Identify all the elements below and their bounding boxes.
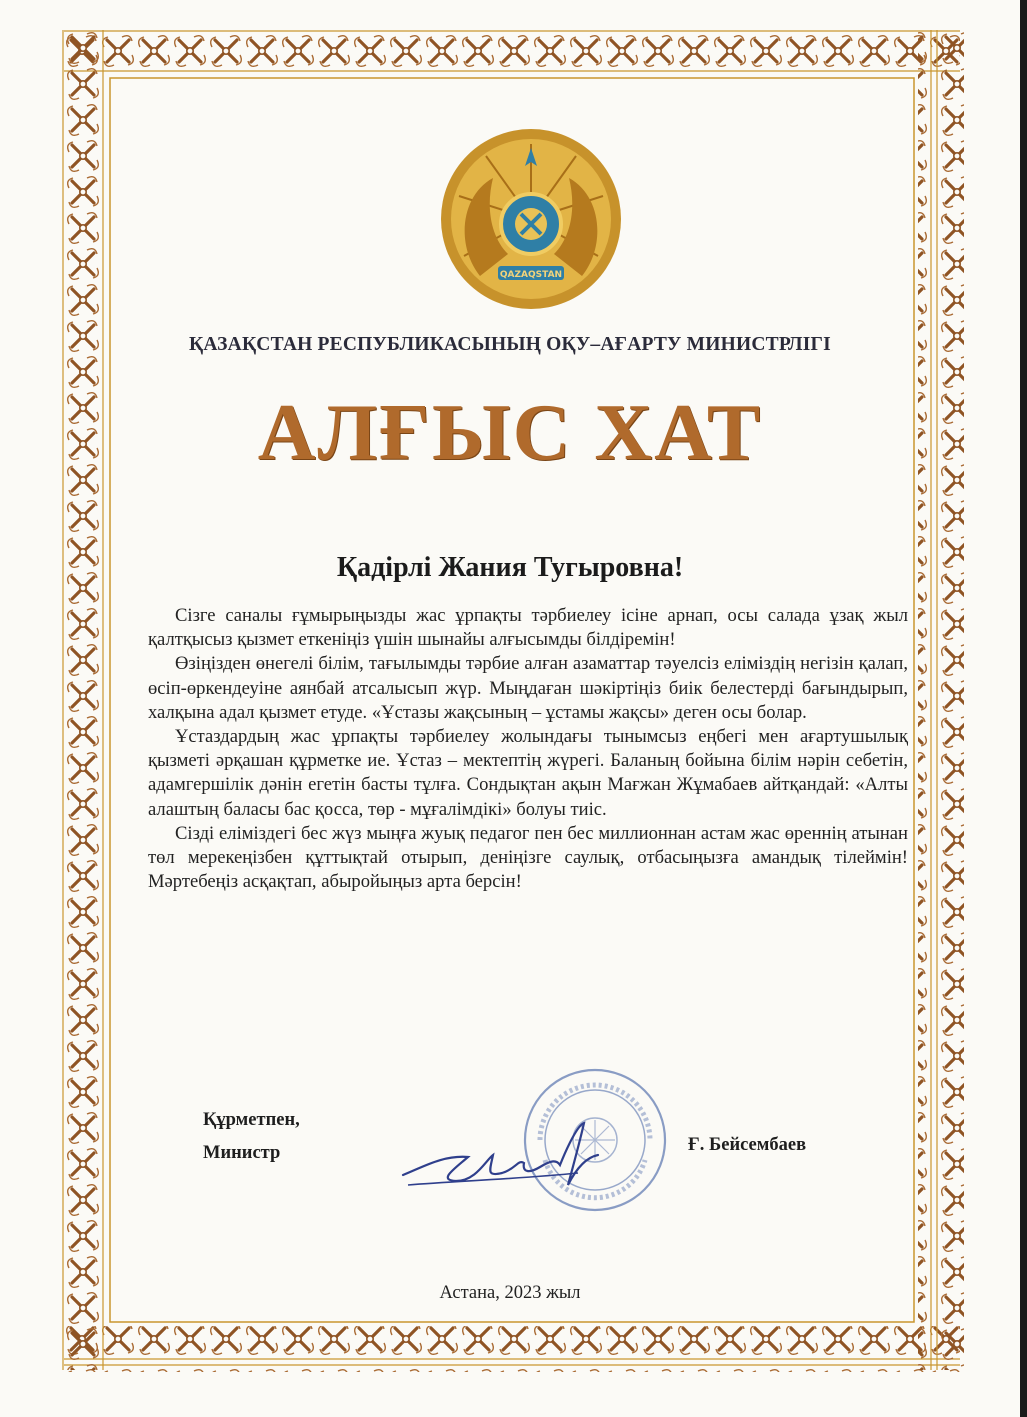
state-emblem [438,126,624,312]
paragraph: Сізді еліміздегі бес жүз мыңға жуық педагог пен бес миллионнан астам жас өреннің атынан төл мерекеңізбен құттықтай отырып, деніңізге саулық, отбасыңызға амандық тілеймін! Мәртебеңіз асқақтап, абыройыңыз арта берсін! [148,822,908,893]
ministry-heading: ҚАЗАҚСТАН РЕСПУБЛИКАСЫНЫҢ ОҚУ–АҒАРТУ МИНИСТРЛІГІ [189,334,831,355]
paragraph: Өзіңізден өнегелі білім, тағылымды тәрбие алған азаматтар тәуелсіз еліміздің негізін қалап, өсіп-өркендеуіне аянбай атсалысып жүр. Мыңдаған шәкіртіңіз биік белестерді бағындырып, халқына адал қызмет етуде. «Ұстазы жақсының – ұстамы жақсы» деген осы болар. [148,653,908,723]
signer-position: Министр [203,1143,281,1163]
signatory-name: Ғ. Бейсембаев [688,1135,807,1155]
place-date: Астана, 2023 жыл [439,1283,581,1303]
greeting: Қадірлі Жания Тугыровна! [336,552,684,583]
handwritten-signature [398,1115,608,1205]
signature-block [203,1104,300,1170]
letter-body [148,604,908,894]
letter-title: АЛҒЫС ХАТ [257,389,763,477]
svg-text:QAZAQSTAN: QAZAQSTAN [499,270,563,280]
paragraph: Ұстаздардың жас ұрпақты тәрбиелеу жолындағы тынымсыз еңбегі мен ағартушылық қызметі әрқашан құрметке ие. Ұстаз – мектептің жүрегі. Баланың бойына білім нәрін себетін, адамгершілік дәнін егетін басты тұлға. Сондықтан ақын Мағжан Жұмабаев айтқандай: «Алты алаштың баласы бас қосса, төр - мұғалімдікі» болуы тиіс. [148,726,908,820]
paragraph: Сізге саналы ғұмырыңызды жас ұрпақты тәрбиелеу ісіне арнап, осы салада ұзақ жыл қалтқысыз қызмет еткеніңіз үшін шынайы алғысымды білдіремін! [148,605,908,651]
closing-phrase: Құрметпен, [203,1110,300,1130]
